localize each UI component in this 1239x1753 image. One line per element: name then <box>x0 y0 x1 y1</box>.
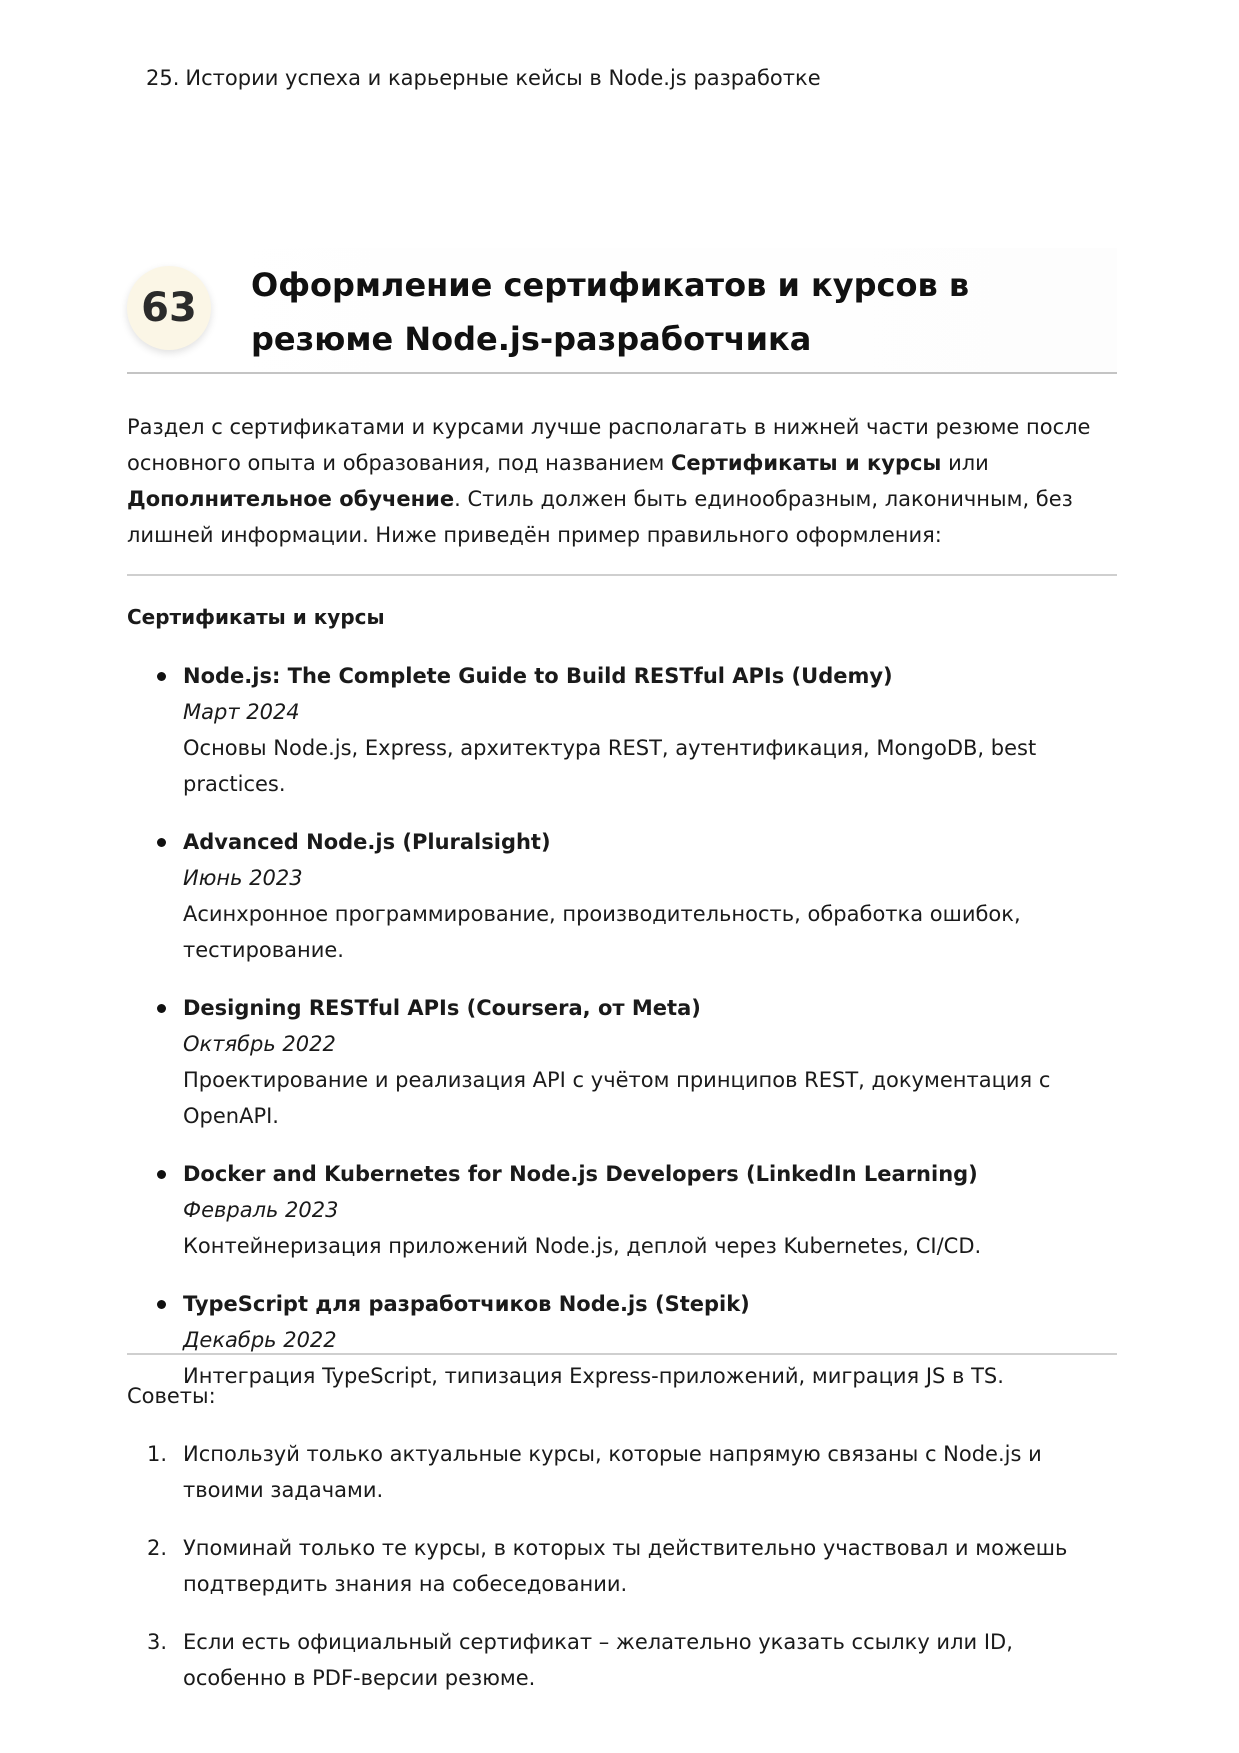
tip-text: Упоминай только те курсы, в которых ты действительно участвовал и можешь подтвердить знания на собеседовании. <box>183 1536 1068 1596</box>
intro-paragraph <box>127 409 1117 553</box>
intro-text-3: . Стиль должен быть единообразным, лаконичным, без лишней информации. Ниже приведён пример правильного оформления: <box>127 487 1073 547</box>
courses-list <box>127 658 1117 1416</box>
course-description: Интеграция TypeScript, типизация Express-приложений, миграция JS в TS. <box>183 1364 1004 1388</box>
tips-list <box>127 1436 1117 1718</box>
previous-list-item-number: 25. <box>146 66 180 90</box>
previous-list-item-text: Истории успеха и карьерные кейсы в Node.js разработке <box>185 66 821 90</box>
course-date: Декабрь 2022 <box>183 1328 337 1352</box>
course-item <box>127 1286 1117 1394</box>
tip-number: 2. <box>147 1536 168 1560</box>
tips-label: Советы: <box>127 1384 216 1408</box>
bullet-icon <box>157 1300 166 1309</box>
previous-list-item <box>146 62 821 94</box>
course-description: Основы Node.js, Express, архитектура REST, аутентификация, MongoDB, best practices. <box>183 736 1037 796</box>
course-title: TypeScript для разработчиков Node.js (Stepik) <box>183 1292 750 1316</box>
intro-text-2: или <box>941 451 989 475</box>
intro-bold-1: Сертификаты и курсы <box>670 451 942 475</box>
tip-item <box>127 1624 1117 1696</box>
tip-item <box>127 1436 1117 1508</box>
bullet-icon <box>157 1170 166 1179</box>
course-item <box>127 990 1117 1134</box>
course-date: Февраль 2023 <box>183 1198 339 1222</box>
course-title: Designing RESTful APIs (Coursera, от Meta) <box>183 996 701 1020</box>
tip-text: Используй только актуальные курсы, которые напрямую связаны с Node.js и твоими задачами. <box>183 1442 1042 1502</box>
bullet-icon <box>157 838 166 847</box>
section-heading: Сертификаты и курсы <box>127 605 385 629</box>
course-date: Июнь 2023 <box>183 866 303 890</box>
intro-bold-2: Дополнительное обучение <box>127 487 455 511</box>
divider-top <box>127 574 1117 576</box>
tip-text: Если есть официальный сертификат – желательно указать ссылку или ID, особенно в PDF-версии резюме. <box>183 1630 1013 1690</box>
course-title: Docker and Kubernetes for Node.js Developers (LinkedIn Learning) <box>183 1162 978 1186</box>
course-title: Advanced Node.js (Pluralsight) <box>183 830 551 854</box>
chapter-header <box>127 248 1117 374</box>
course-description: Асинхронное программирование, производительность, обработка ошибок, тестирование. <box>183 902 1021 962</box>
course-description: Проектирование и реализация API с учётом принципов REST, документация с OpenAPI. <box>183 1068 1051 1128</box>
intro-text-1: Раздел с сертификатами и курсами лучше располагать в нижней части резюме после основного опыта и образования, под названием <box>127 415 1091 475</box>
tip-number: 1. <box>147 1442 168 1466</box>
course-date: Октябрь 2022 <box>183 1032 336 1056</box>
course-item <box>127 1156 1117 1264</box>
bullet-icon <box>157 672 166 681</box>
course-description: Контейнеризация приложений Node.js, деплой через Kubernetes, CI/CD. <box>183 1234 982 1258</box>
chapter-number-badge: 63 <box>127 266 211 350</box>
chapter-title: Оформление сертификатов и курсов в резюме Node.js-разработчика <box>251 266 970 358</box>
bullet-icon <box>157 1004 166 1013</box>
tip-item <box>127 1530 1117 1602</box>
course-date: Март 2024 <box>183 700 300 724</box>
course-item <box>127 824 1117 968</box>
course-title: Node.js: The Complete Guide to Build RESTful APIs (Udemy) <box>183 664 893 688</box>
divider-bottom <box>127 1353 1117 1355</box>
tip-number: 3. <box>147 1630 168 1654</box>
course-item <box>127 658 1117 802</box>
